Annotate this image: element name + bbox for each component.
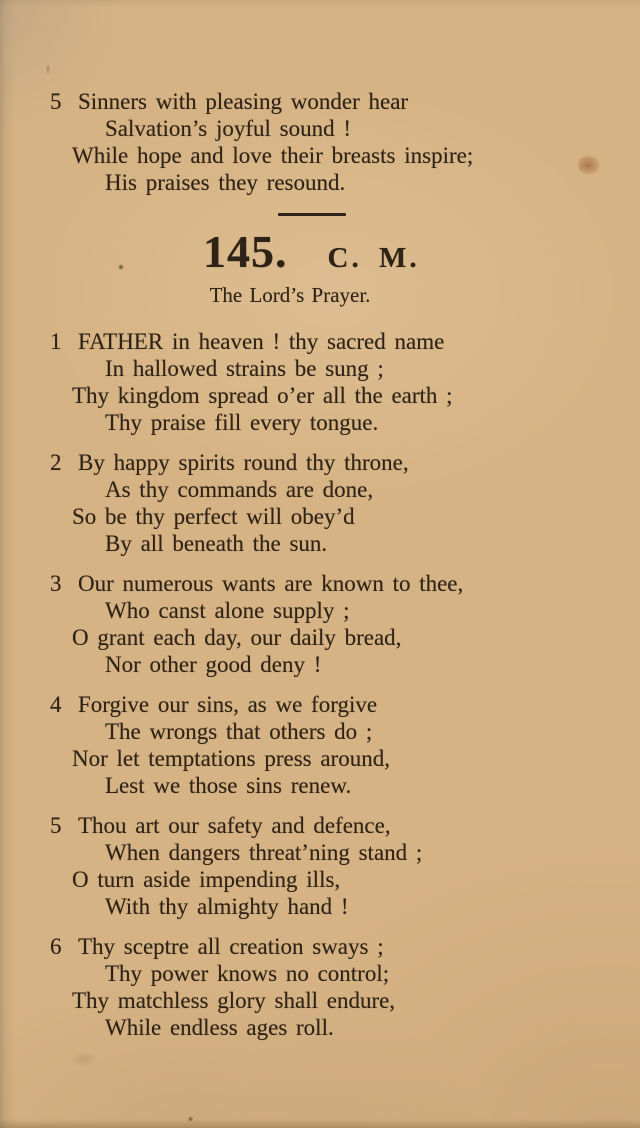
verse-line: Thou art our safety and defence, — [78, 813, 391, 838]
verse-line: Lest we those sins renew. — [105, 773, 352, 798]
section-divider-rule — [278, 213, 346, 216]
verse-line: In hallowed strains be sung ; — [105, 356, 384, 381]
verse-line: O turn aside impending ills, — [72, 867, 341, 892]
hymn-title: The Lord’s Prayer. — [209, 283, 371, 307]
hymn-heading — [203, 226, 640, 278]
verse-line: Who canst alone supply ; — [105, 598, 350, 623]
page-content — [0, 88, 640, 1054]
verse-number: 1 — [50, 329, 62, 354]
verse-line: Thy praise fill every tongue. — [105, 410, 379, 435]
hymn-meter: C. M. — [327, 242, 420, 274]
verse-line: When dangers threat’ning stand ; — [105, 840, 423, 865]
hymn-verse-5 — [0, 812, 640, 920]
verse-line: Nor other good deny ! — [105, 652, 322, 677]
verse-line: While hope and love their breasts inspire; — [72, 143, 474, 168]
verse-line: Thy power knows no control; — [105, 961, 390, 986]
verse-line: Sinners with pleasing wonder hear — [78, 89, 409, 114]
verse-line: Thy matchless glory shall endure, — [72, 988, 396, 1013]
verse-line: Thy sceptre all creation sways ; — [78, 934, 384, 959]
verse-line: Salvation’s joyful sound ! — [105, 116, 352, 141]
previous-hymn-verse-5 — [0, 88, 640, 196]
verse-line: The wrongs that others do ; — [105, 719, 373, 744]
paper-speck — [46, 64, 50, 74]
verse-line: Thy kingdom spread o’er all the earth ; — [72, 383, 453, 408]
hymn-verse-1 — [0, 328, 640, 436]
verse-line: FATHER in heaven ! thy sacred name — [78, 329, 445, 354]
verse-number: 5 — [50, 813, 62, 838]
verse-line: O grant each day, our daily bread, — [72, 625, 402, 650]
verse-line: Forgive our sins, as we forgive — [78, 692, 378, 717]
verse-line: While endless ages roll. — [105, 1015, 334, 1040]
verse-number: 5 — [50, 89, 62, 114]
verse-line: As thy commands are done, — [105, 477, 374, 502]
hymn-verse-6 — [0, 933, 640, 1041]
verse-line: Nor let temptations press around, — [72, 746, 390, 771]
verse-line: By happy spirits round thy throne, — [78, 450, 409, 475]
hymn-verse-3 — [0, 570, 640, 678]
hymn-verse-2 — [0, 449, 640, 557]
verse-line: By all beneath the sun. — [105, 531, 328, 556]
paper-smudge — [70, 1052, 96, 1066]
verse-number: 3 — [50, 571, 62, 596]
verse-number: 2 — [50, 450, 62, 475]
verse-number: 6 — [50, 934, 62, 959]
verse-number: 4 — [50, 692, 62, 717]
verse-line: Our numerous wants are known to thee, — [78, 571, 464, 596]
paper-speck — [188, 1116, 193, 1122]
verse-line: So be thy perfect will obey’d — [72, 504, 355, 529]
verse-line: With thy almighty hand ! — [105, 894, 349, 919]
hymn-number: 145. — [203, 226, 288, 277]
verse-line: His praises they resound. — [105, 170, 346, 195]
hymn-verse-4 — [0, 691, 640, 799]
